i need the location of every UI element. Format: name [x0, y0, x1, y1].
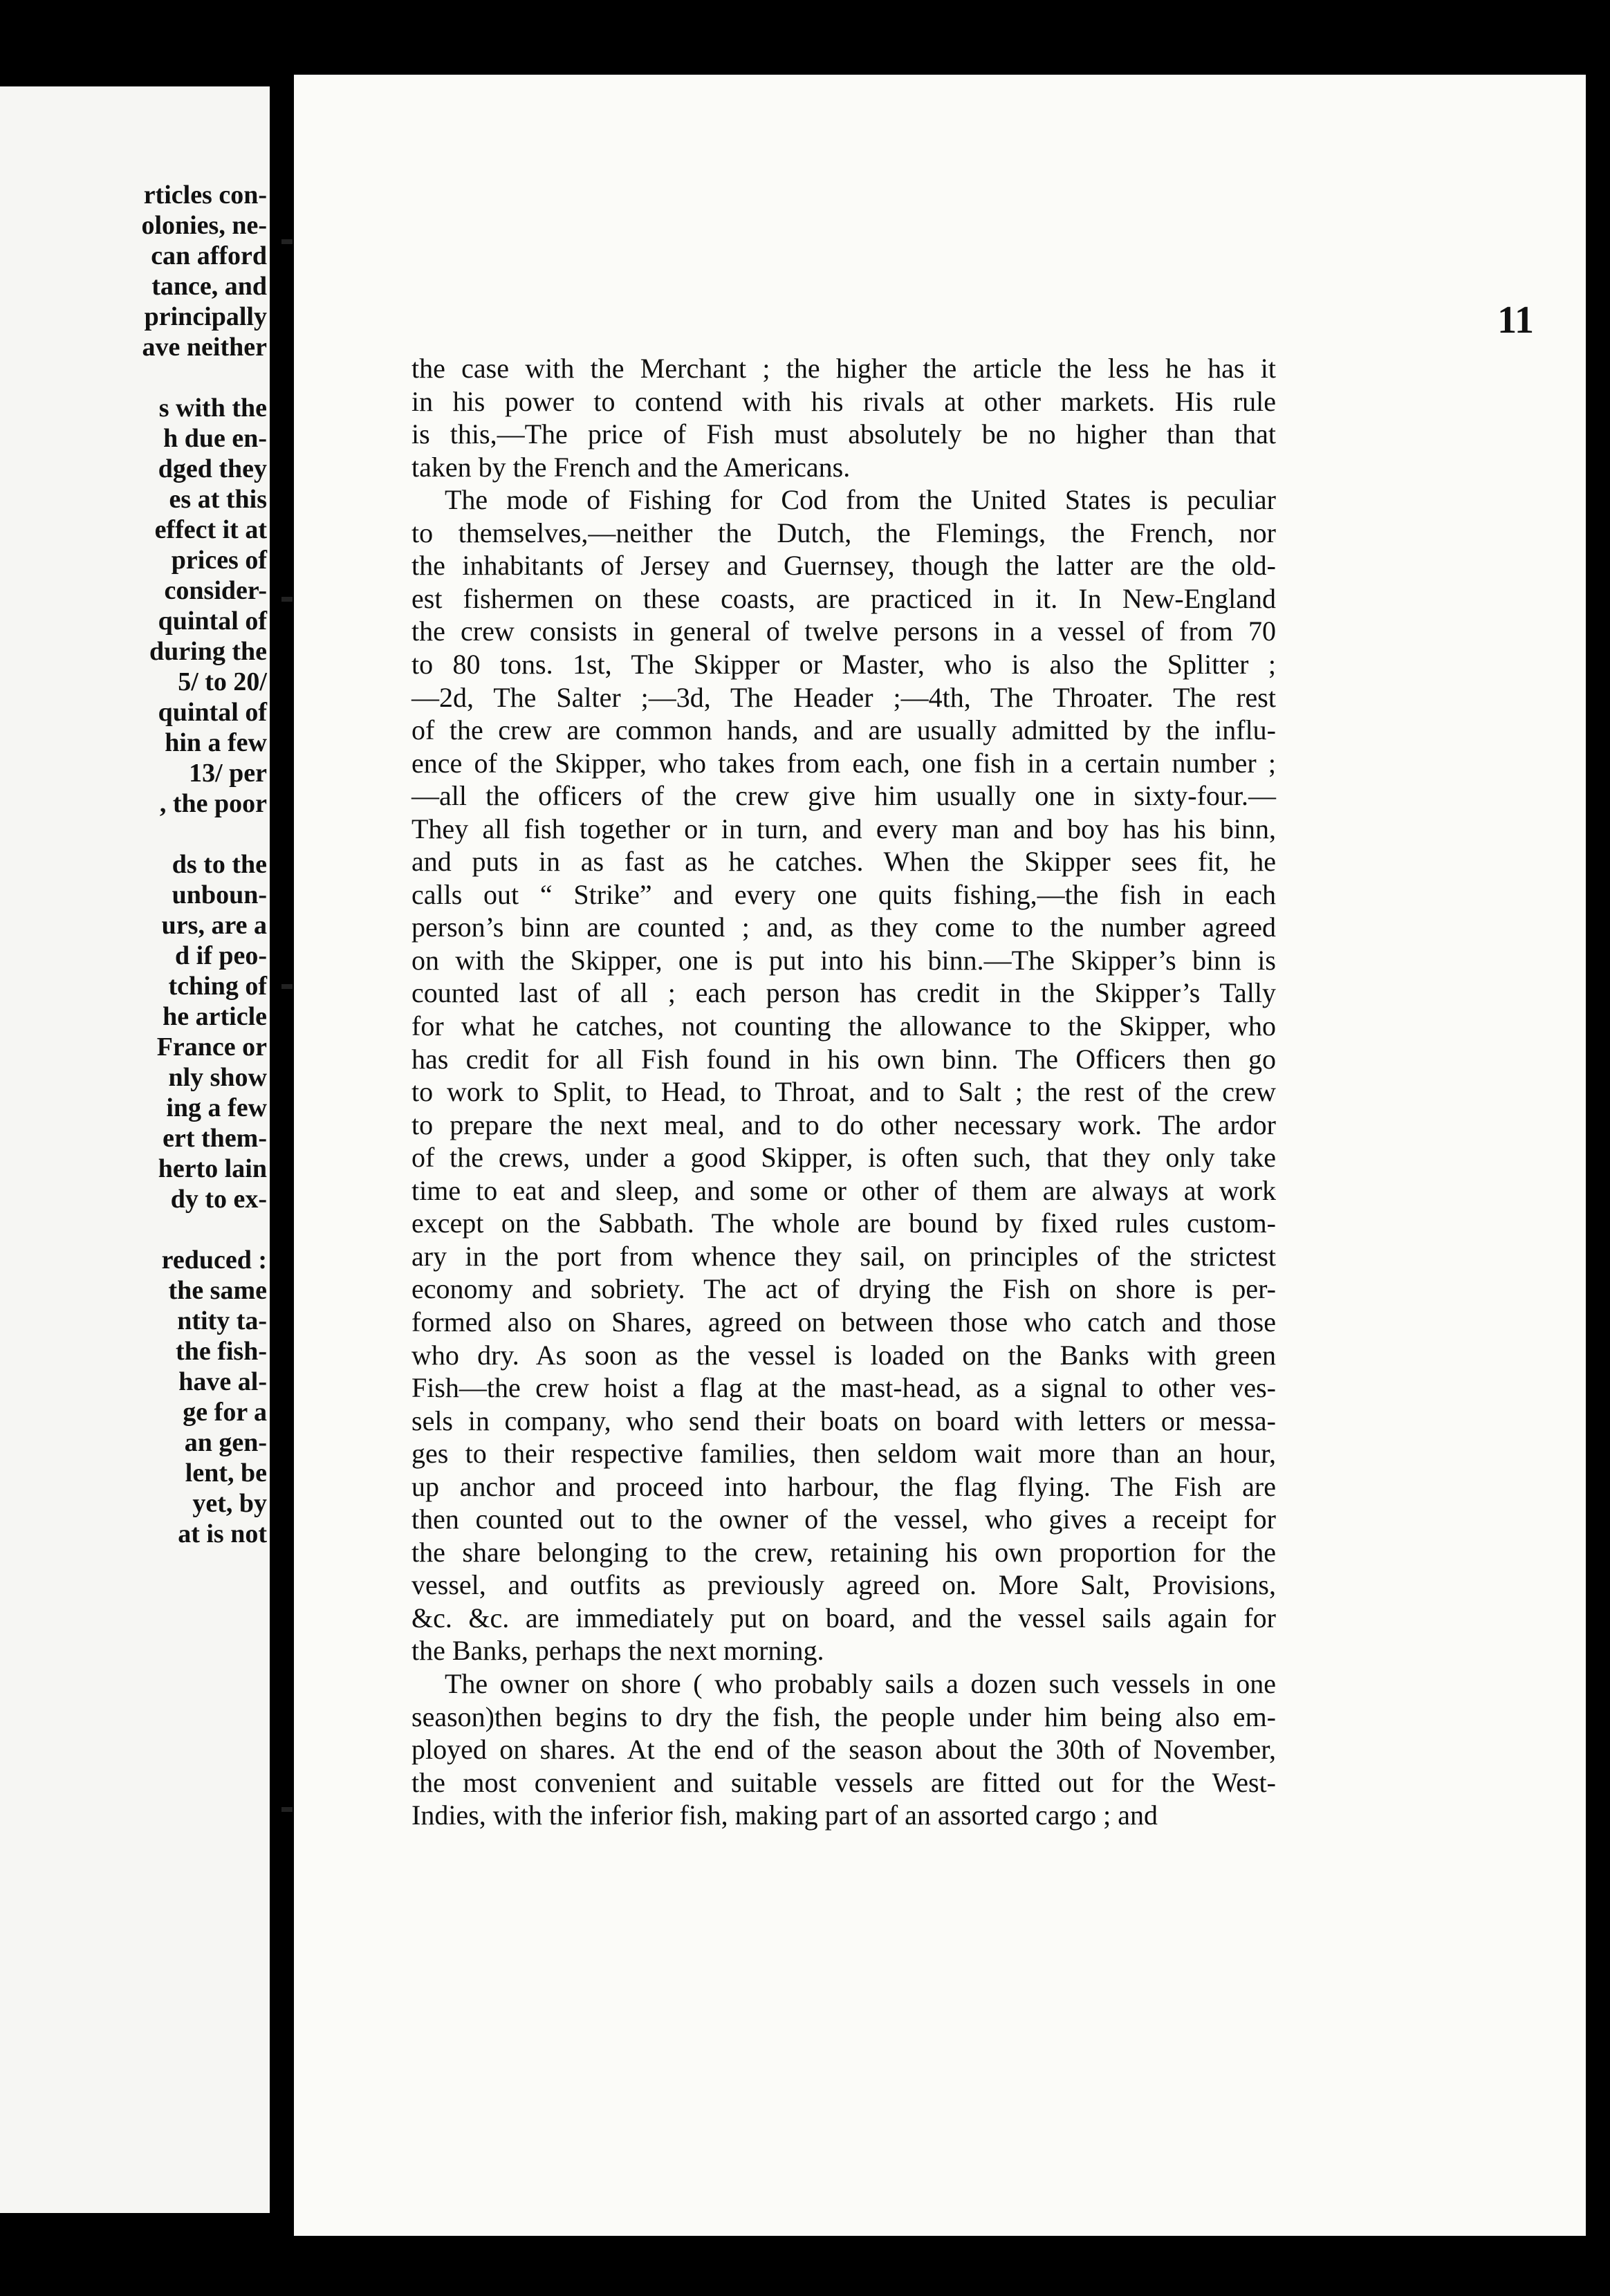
left-page-line: 13/ per [189, 759, 267, 788]
left-page-line: 5/ to 20/ [178, 667, 267, 696]
left-page-line: ge for a [183, 1398, 267, 1427]
body-text-line: Indies, with the inferior fish, making part of an assorted cargo ; and [411, 1799, 1158, 1831]
body-text-line: the crew consists in general of twelve persons in a vessel of from 70 [411, 615, 1276, 647]
body-text-line: est fishermen on these coasts, are practiced in it. In New-England [411, 583, 1276, 614]
body-text-line: is this,—The price of Fish must absolutely be no higher than that [411, 418, 1276, 450]
left-page-line: unboun- [172, 880, 267, 909]
left-page-line: d if peo- [175, 941, 267, 970]
left-page-line: rticles con- [143, 180, 267, 210]
left-page-line: reduced : [161, 1246, 267, 1275]
body-text-line: ployed on shares. At the end of the season about the 30th of November, [411, 1734, 1276, 1765]
left-page-line: he article [163, 1002, 267, 1031]
body-text-line: ary in the port from whence they sail, on principles of the strictest [411, 1241, 1276, 1272]
body-text-line: has credit for all Fish found in his own binn. The Officers then go [411, 1044, 1276, 1075]
left-page-line: France or [156, 1033, 267, 1062]
left-page-line: the same [168, 1276, 267, 1305]
body-text-line: the share belonging to the crew, retaining his own proportion for the [411, 1537, 1276, 1568]
body-text-line: person’s binn are counted ; and, as they come to the number agreed [411, 911, 1276, 943]
left-page-line: urs, are a [161, 911, 267, 940]
left-page-line: yet, by [192, 1489, 267, 1518]
left-page-line: ert them- [163, 1124, 267, 1153]
body-text-line: ence of the Skipper, who takes from each, one fish in a certain number ; [411, 748, 1276, 779]
left-page-line: ing a few [166, 1093, 267, 1122]
binding-mark [281, 1807, 293, 1812]
right-page [294, 75, 1586, 2236]
left-page-line: at is not [178, 1519, 267, 1548]
left-page-line: the fish- [176, 1337, 267, 1366]
binding-mark [281, 984, 293, 989]
body-text-line: The mode of Fishing for Cod from the United States is peculiar [445, 484, 1276, 515]
left-page-line: tance, and [151, 272, 267, 301]
left-page-line: quintal of [158, 607, 267, 636]
body-text-line: vessel, and outfits as previously agreed on. More Salt, Provisions, [411, 1569, 1276, 1600]
body-text-line: for what he catches, not counting the allowance to the Skipper, who [411, 1010, 1276, 1041]
body-text-line: who dry. As soon as the vessel is loaded on the Banks with green [411, 1340, 1276, 1371]
body-text-line: of the crew are common hands, and are usually admitted by the influ- [411, 714, 1276, 746]
left-page-line: h due en- [163, 424, 267, 453]
body-text-line: on with the Skipper, one is put into his binn.—The Skipper’s binn is [411, 945, 1276, 976]
binding-mark [281, 239, 293, 244]
left-page-line: lent, be [185, 1459, 267, 1488]
body-text-line: ges to their respective families, then seldom wait more than an hour, [411, 1438, 1276, 1469]
body-text-line: except on the Sabbath. The whole are bound by fixed rules custom- [411, 1207, 1276, 1239]
body-text-line: to prepare the next meal, and to do other necessary work. The ardor [411, 1109, 1276, 1140]
body-text-line: and puts in as fast as he catches. When the Skipper sees fit, he [411, 846, 1276, 877]
body-text-line: economy and sobriety. The act of drying the Fish on shore is per- [411, 1273, 1276, 1304]
body-text-line: the inhabitants of Jersey and Guernsey, though the latter are the old- [411, 550, 1276, 581]
body-text-line: taken by the French and the Americans. [411, 452, 851, 483]
left-page-line: tching of [168, 972, 267, 1001]
left-page-line: consider- [164, 576, 267, 605]
body-text-line: —2d, The Salter ;—3d, The Header ;—4th, The Throater. The rest [411, 682, 1276, 713]
body-text-line: &c. &c. are immediately put on board, and the vessel sails again for [411, 1602, 1276, 1633]
body-text-line: calls out “ Strike” and every one quits fishing,—the fish in each [411, 879, 1276, 910]
left-page-line: during the [149, 637, 267, 666]
body-text-line: to themselves,—neither the Dutch, the Flemings, the French, nor [411, 517, 1276, 548]
left-page-line: an gen- [184, 1428, 267, 1457]
body-text-line: to work to Split, to Head, to Throat, and to Salt ; the rest of the crew [411, 1076, 1276, 1107]
left-page-line: dged they [158, 454, 267, 483]
body-text-line: season)then begins to dry the fish, the people under him being also em- [411, 1701, 1276, 1732]
left-page-line: effect it at [154, 515, 267, 544]
left-page-line: es at this [169, 485, 267, 514]
left-page-line: ntity ta- [177, 1306, 267, 1335]
left-page-line: principally [144, 302, 267, 331]
body-text-line: in his power to contend with his rivals at other markets. His rule [411, 386, 1276, 417]
body-text-line: the most convenient and suitable vessels are fitted out for the West- [411, 1767, 1276, 1798]
body-text-line: Fish—the crew hoist a flag at the mast-head, as a signal to other ves- [411, 1372, 1276, 1403]
left-page-line: have al- [178, 1367, 267, 1396]
body-text-line: the Banks, perhaps the next morning. [411, 1635, 824, 1666]
left-page-line: , the poor [159, 789, 267, 818]
body-text-line: They all fish together or in turn, and every man and boy has his binn, [411, 813, 1276, 844]
left-page-line: s with the [158, 394, 267, 423]
left-page-line: herto lain [158, 1154, 267, 1183]
left-page-line: quintal of [158, 698, 267, 727]
body-text-line: of the crews, under a good Skipper, is often such, that they only take [411, 1142, 1276, 1173]
body-text-line: then counted out to the owner of the vessel, who gives a receipt for [411, 1503, 1276, 1535]
body-text-line: time to eat and sleep, and some or other of them are always at work [411, 1175, 1276, 1206]
body-text-line: up anchor and proceed into harbour, the flag flying. The Fish are [411, 1471, 1276, 1502]
left-page-line: can afford [151, 241, 267, 270]
body-text-line: formed also on Shares, agreed on between those who catch and those [411, 1306, 1276, 1337]
left-page-line: ave neither [142, 333, 267, 362]
page-number: 11 [1497, 299, 1534, 342]
left-page-line: hin a few [165, 728, 267, 757]
body-text-line: the case with the Merchant ; the higher the article the less he has it [411, 353, 1276, 384]
left-page-line: ds to the [172, 850, 267, 879]
left-page [0, 86, 270, 2213]
body-text-line: counted last of all ; each person has credit in the Skipper’s Tally [411, 977, 1276, 1008]
body-text-line: The owner on shore ( who probably sails a dozen such vessels in one [445, 1668, 1276, 1699]
body-text-line: —all the officers of the crew give him usually one in sixty-four.— [411, 780, 1276, 811]
left-page-line: olonies, ne- [141, 211, 267, 240]
body-text-line: to 80 tons. 1st, The Skipper or Master, who is also the Splitter ; [411, 649, 1276, 680]
left-page-line: prices of [171, 546, 267, 575]
body-text-line: sels in company, who send their boats on board with letters or messa- [411, 1405, 1276, 1436]
left-page-line: dy to ex- [170, 1185, 267, 1214]
binding-mark [281, 597, 293, 602]
left-page-line: nly show [168, 1063, 267, 1092]
